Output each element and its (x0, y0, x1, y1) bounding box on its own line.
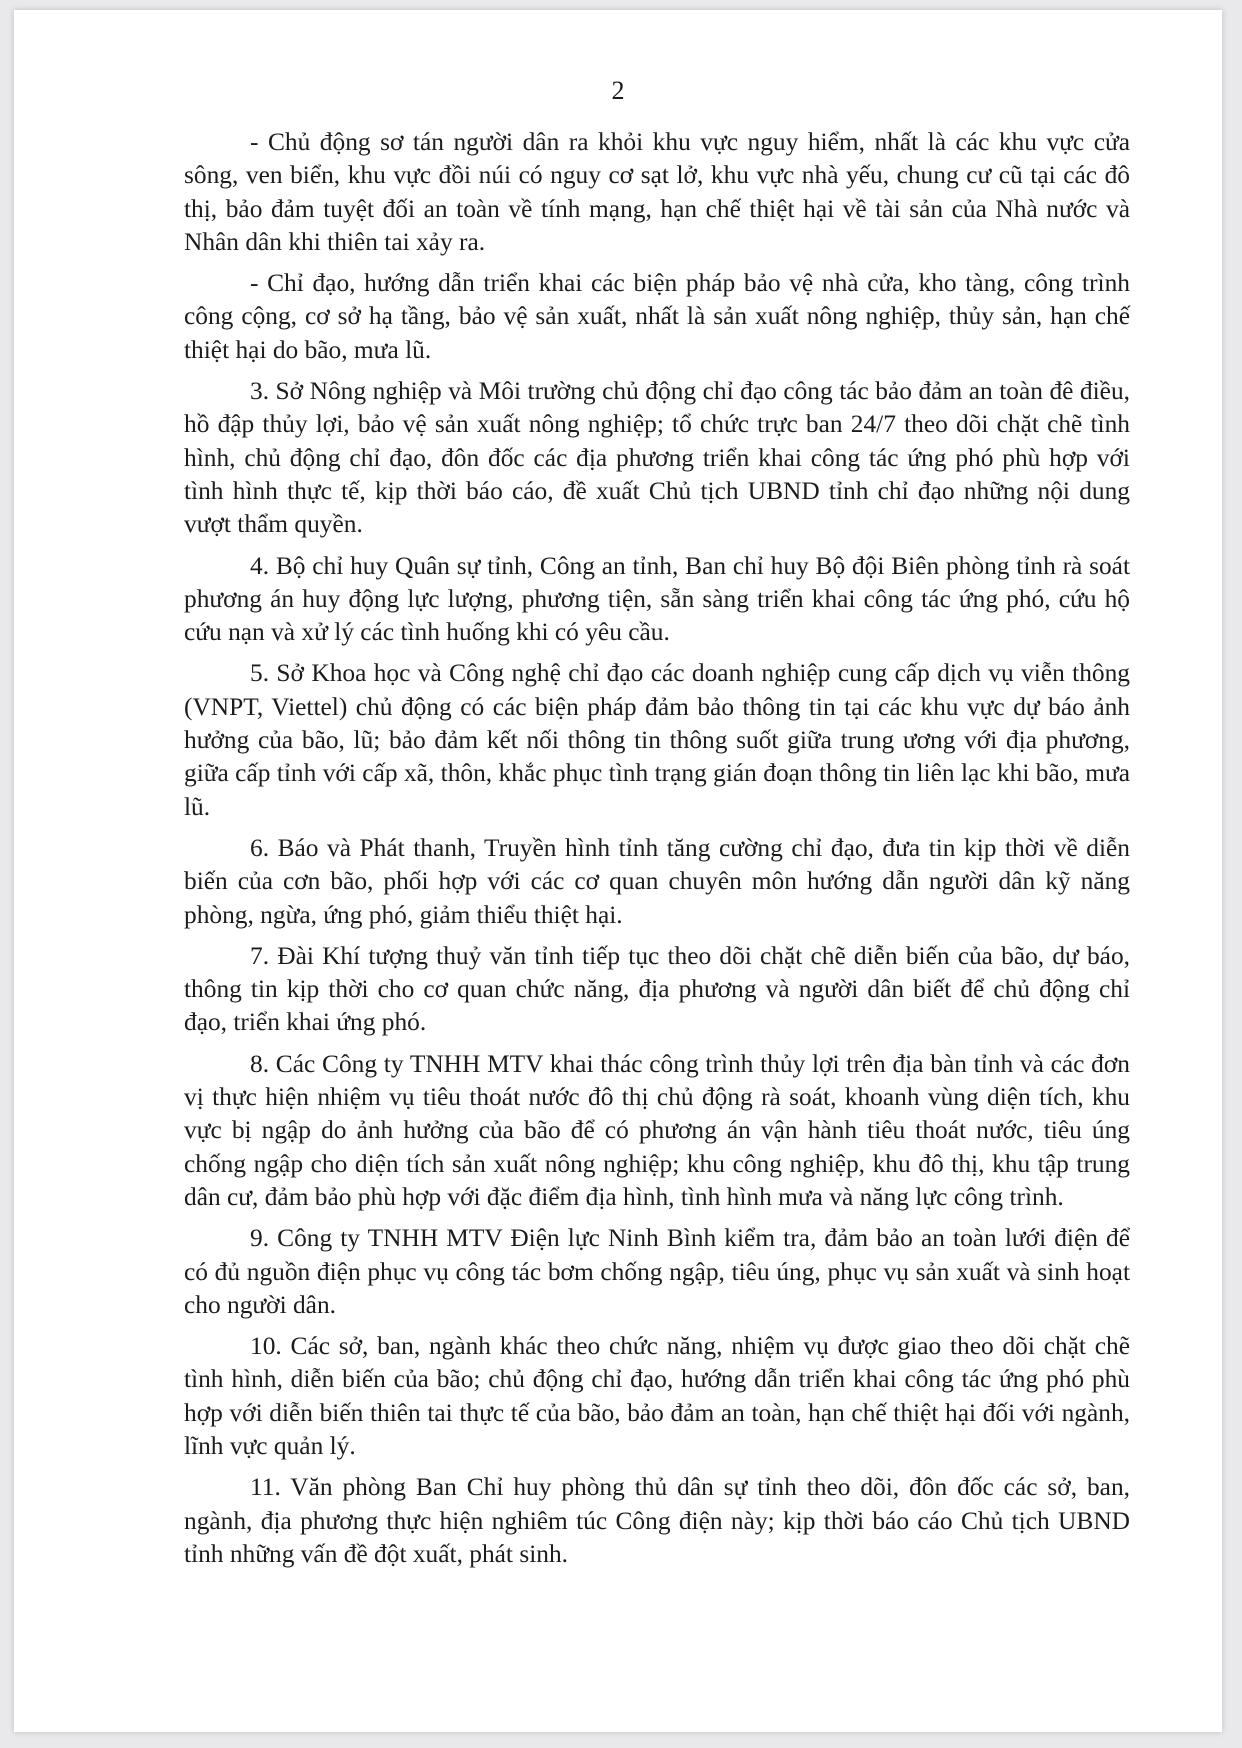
document-page (14, 10, 1222, 1732)
paragraph-item-8: 8. Các Công ty TNHH MTV khai thác công trình thủy lợi trên địa bàn tỉnh và các đơn vị thực hiện nhiệm vụ tiêu thoát nước đô thị chủ động rà soát, khoanh vùng diện tích, khu vực bị ngập do ảnh hưởng của bão để có phương án vận hành tiêu thoát nước, tiêu úng chống ngập cho diện tích sản xuất nông nghiệp; khu công nghiệp, khu đô thị, khu tập trung dân cư, đảm bảo phù hợp với đặc điểm địa hình, tình hình mưa và năng lực công trình. (184, 1049, 1130, 1211)
paragraph-item-11: 11. Văn phòng Ban Chỉ huy phòng thủ dân sự tỉnh theo dõi, đôn đốc các sở, ban, ngành, địa phương thực hiện nghiêm túc Công điện này; kịp thời báo cáo Chủ tịch UBND tỉnh những vấn đề đột xuất, phát sinh. (184, 1473, 1130, 1568)
paragraph-item-10: 10. Các sở, ban, ngành khác theo chức năng, nhiệm vụ được giao theo dõi chặt chẽ tình hình, diễn biến của bão; chủ động chỉ đạo, hướng dẫn triển khai công tác ứng phó phù hợp với diễn biến thiên tai thực tế của bão, bảo đảm an toàn, hạn chế thiệt hại đối với ngành, lĩnh vực quản lý. (184, 1332, 1130, 1460)
paragraph-item-5: 5. Sở Khoa học và Công nghệ chỉ đạo các doanh nghiệp cung cấp dịch vụ viễn thông (VNPT, Viettel) chủ động có các biện pháp đảm bảo thông tin tại các khu vực dự báo ảnh hưởng của bão, lũ; bảo đảm kết nối thông tin thông suốt giữa trung ương với địa phương, giữa cấp tỉnh với cấp xã, thôn, khắc phục tình trạng gián đoạn thông tin liên lạc khi bão, mưa lũ. (184, 659, 1130, 821)
paragraph-item-4: 4. Bộ chỉ huy Quân sự tỉnh, Công an tỉnh, Ban chỉ huy Bộ đội Biên phòng tỉnh rà soát phương án huy động lực lượng, phương tiện, sẵn sàng triển khai công tác ứng phó, cứu hộ cứu nạn và xử lý các tình huống khi có yêu cầu. (184, 551, 1130, 647)
paragraph-item-7: 7. Đài Khí tượng thuỷ văn tỉnh tiếp tục theo dõi chặt chẽ diễn biến của bão, dự báo, thông tin kịp thời cho cơ quan chức năng, địa phương và người dân biết để chủ động chỉ đạo, triển khai ứng phó. (184, 941, 1130, 1037)
paragraph-item-6: 6. Báo và Phát thanh, Truyền hình tỉnh tăng cường chỉ đạo, đưa tin kịp thời về diễn biến của cơn bão, phối hợp với các cơ quan chuyên môn hướng dẫn người dân kỹ năng phòng, ngừa, ứng phó, giảm thiểu thiệt hại. (184, 833, 1130, 929)
document-body (184, 126, 1130, 1579)
page-number: 2 (611, 76, 625, 105)
paragraph-item-9: 9. Công ty TNHH MTV Điện lực Ninh Bình kiểm tra, đảm bảo an toàn lưới điện để có đủ nguồn điện phục vụ công tác bơm chống ngập, tiêu úng, phục vụ sản xuất và sinh hoạt cho người dân. (184, 1224, 1130, 1319)
paragraph-item-3: 3. Sở Nông nghiệp và Môi trường chủ động chỉ đạo công tác bảo đảm an toàn đê điều, hồ đập thủy lợi, bảo vệ sản xuất nông nghiệp; tổ chức trực ban 24/7 theo dõi chặt chẽ tình hình, chủ động chỉ đạo, đôn đốc các địa phương triển khai công tác ứng phó phù hợp với tình hình thực tế, kịp thời báo cáo, đề xuất Chủ tịch UBND tỉnh chỉ đạo những nội dung vượt thẩm quyền. (184, 377, 1130, 539)
paragraph-protection-measures: - Chỉ đạo, hướng dẫn triển khai các biện pháp bảo vệ nhà cửa, kho tàng, công trình công cộng, cơ sở hạ tầng, bảo vệ sản xuất, nhất là sản xuất nông nghiệp, thủy sản, hạn chế thiệt hại do bão, mưa lũ. (184, 269, 1130, 364)
paragraph-evacuation: - Chủ động sơ tán người dân ra khỏi khu vực nguy hiểm, nhất là các khu vực cửa sông, ven biển, khu vực đồi núi có nguy cơ sạt lở, khu vực nhà yếu, chung cư cũ tại các đô thị, bảo đảm tuyệt đối an toàn về tính mạng, hạn chế thiệt hại về tài sản của Nhà nước và Nhân dân khi thiên tai xảy ra. (184, 128, 1130, 256)
